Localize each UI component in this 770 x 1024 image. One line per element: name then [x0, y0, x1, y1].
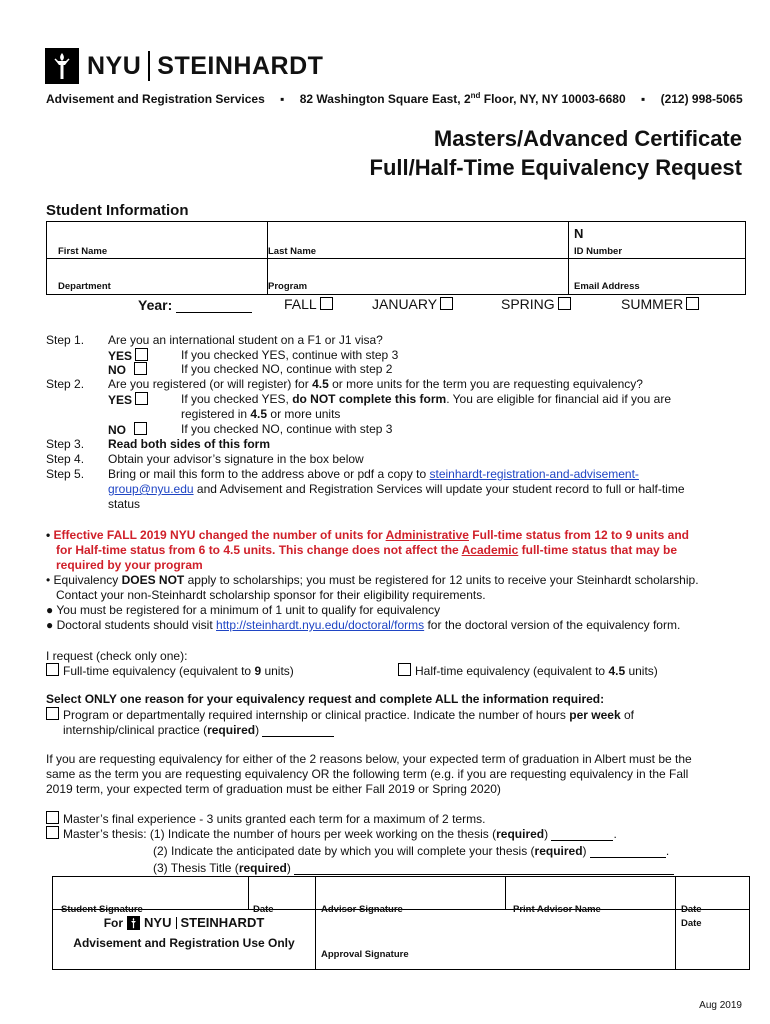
term-summer[interactable]: SUMMER — [621, 296, 699, 312]
nyu-torch-icon — [45, 48, 79, 84]
term-january[interactable]: JANUARY — [372, 296, 453, 312]
step1-question: Are you an international student on a F1 or J1 visa? — [108, 333, 383, 347]
logo-steinhardt-text: STEINHARDT — [157, 51, 324, 80]
table-divider — [315, 877, 316, 969]
thesis-date-input[interactable] — [590, 843, 666, 858]
nyu-steinhardt-logo — [45, 46, 323, 86]
step2-label: Step 2. — [46, 377, 85, 391]
internship-option[interactable]: Program or departmentally required internship or clinical practice. Indicate the number of hours per week of — [46, 707, 634, 722]
graduation-paragraph-line3: 2019 term, your expected term of graduation must be either Fall 2019 or Spring 2020) — [46, 782, 501, 796]
thesis-title-input[interactable] — [294, 860, 674, 875]
minimum-unit-note: ● You must be registered for a minimum of 1 unit to qualify for equivalency — [46, 603, 441, 617]
approval-date-field[interactable]: Date — [681, 918, 702, 929]
logo-nyu-text: NYU — [87, 51, 142, 80]
full-time-option[interactable]: Full-time equivalency (equivalent to 9 units) — [46, 663, 294, 678]
fall-checkbox[interactable] — [320, 297, 333, 310]
step1-yes-checkbox[interactable] — [135, 348, 148, 361]
form-title-line1: Masters/Advanced Certificate — [433, 126, 742, 151]
graduation-paragraph-line2: same as the term you are requesting equivalency OR the following term (e.g. if you are requesting equivalency in the Fall — [46, 767, 689, 781]
fall2019-notice-end: required by your program — [56, 558, 203, 572]
step5-label: Step 5. — [46, 467, 85, 481]
reason-heading: Select ONLY one reason for your equivalency request and complete ALL the information required: — [46, 692, 605, 706]
january-checkbox[interactable] — [440, 297, 453, 310]
first-name-field[interactable]: First Name — [58, 246, 108, 257]
step2-question: Are you registered (or will register) for 4.5 or more units for the term you are requesting equivalency? — [108, 377, 643, 391]
office-name: Advisement and Registration Services — [46, 92, 265, 106]
student-signature-field[interactable]: Student Signature — [61, 904, 143, 915]
table-divider — [745, 222, 746, 294]
thesis-hours-input[interactable] — [551, 826, 613, 841]
advisor-signature-field[interactable]: Advisor Signature — [321, 904, 403, 915]
fall2019-notice-cont: for Half-time status from 6 to 4.5 units. This change does not affect the Academic full-time status that may be — [56, 543, 678, 557]
step4-label: Step 4. — [46, 452, 85, 466]
print-advisor-name-field[interactable]: Print Advisor Name — [513, 904, 601, 915]
student-date-field[interactable]: Date — [253, 904, 274, 915]
program-field[interactable]: Program — [268, 281, 308, 292]
thesis-date: (2) Indicate the anticipated date by which you will complete your thesis (required) . — [153, 844, 670, 858]
signature-table — [52, 876, 750, 970]
student-info-table — [46, 221, 746, 295]
graduation-paragraph-line1: If you are requesting equivalency for either of the 2 reasons below, your expected term of graduation in Albert must be the — [46, 752, 692, 766]
student-info-heading: Student Information — [46, 202, 189, 219]
thesis-checkbox[interactable] — [46, 826, 59, 839]
table-divider — [675, 877, 676, 969]
table-divider — [46, 222, 47, 294]
full-time-checkbox[interactable] — [46, 663, 59, 676]
step1-no[interactable]: NO — [108, 362, 147, 377]
step4-text: Obtain your advisor’s signature in the box below — [108, 452, 364, 466]
term-fall[interactable]: FALL — [284, 296, 333, 312]
n-number-prefix: N — [574, 226, 584, 241]
doctoral-note: ● Doctoral students should visit http://steinhardt.nyu.edu/doctoral/forms for the doctoral version of the equivalency form. — [46, 618, 681, 632]
half-time-checkbox[interactable] — [398, 663, 411, 676]
nyu-torch-small-icon — [127, 916, 140, 930]
term-spring[interactable]: SPRING — [501, 296, 571, 312]
step2-no[interactable]: NO — [108, 422, 147, 437]
step1-no-checkbox[interactable] — [134, 362, 147, 375]
step2-yes-checkbox[interactable] — [135, 392, 148, 405]
registration-email-link-cont[interactable]: group@nyu.edu — [108, 482, 194, 496]
final-experience-option[interactable]: Master’s final experience - 3 units granted each term for a maximum of 2 terms. — [46, 811, 485, 826]
approval-signature-field[interactable]: Approval Signature — [321, 949, 409, 960]
last-name-field[interactable]: Last Name — [268, 246, 317, 257]
request-intro: I request (check only one): — [46, 649, 188, 663]
office-address — [46, 91, 743, 106]
step1-label: Step 1. — [46, 333, 85, 347]
step5-text-cont: group@nyu.edu and Advisement and Registration Services will update your student record to full or half-time — [108, 482, 685, 496]
step5-text: Bring or mail this form to the address above or pdf a copy to steinhardt-registration-and-advisement- — [108, 467, 639, 481]
step3-text: Read both sides of this form — [108, 437, 271, 451]
address-bullet: ▪ — [640, 92, 646, 106]
final-experience-checkbox[interactable] — [46, 811, 59, 824]
form-title-line2: Full/Half-Time Equivalency Request — [369, 155, 742, 180]
step2-yes-text: If you checked YES, do NOT complete this form. You are eligible for financial aid if you are — [181, 392, 672, 406]
phone-number: (212) 998-5065 — [660, 92, 743, 106]
step2-yes-text-cont: registered in 4.5 or more units — [181, 407, 341, 421]
doctoral-forms-link[interactable]: http://steinhardt.nyu.edu/doctoral/forms — [216, 618, 425, 632]
email-field[interactable]: Email Address — [574, 281, 640, 292]
thesis-option[interactable]: Master’s thesis: (1) Indicate the number of hours per week working on the thesis (required) . — [46, 826, 617, 841]
step1-yes[interactable]: YES — [108, 348, 148, 363]
address-bullet: ▪ — [280, 92, 285, 106]
spring-checkbox[interactable] — [558, 297, 571, 310]
step2-no-text: If you checked NO, continue with step 3 — [181, 422, 393, 436]
registration-email-link[interactable]: steinhardt-registration-and-advisement- — [429, 467, 639, 481]
internship-hours-input[interactable] — [262, 722, 334, 737]
table-divider — [248, 877, 249, 909]
half-time-option[interactable]: Half-time equivalency (equivalent to 4.5 units) — [398, 663, 658, 678]
step3-label: Step 3. — [46, 437, 85, 451]
thesis-title: (3) Thesis Title (required) — [153, 860, 674, 875]
table-divider — [505, 877, 506, 909]
id-number-field[interactable]: ID Number — [574, 246, 623, 257]
advisor-date-field[interactable]: Date — [681, 904, 702, 915]
street-address: 82 Washington Square East, 2nd Floor, NY, NY 10003-6680 — [299, 91, 626, 106]
fall2019-notice: • Effective FALL 2019 NYU changed the number of units for Administrative Full-time status from 12 to 9 units and — [46, 528, 689, 542]
step2-yes[interactable]: YES — [108, 392, 148, 407]
office-use-label: For NYU STEINHARDT Advisement and Registration Use Only — [73, 915, 295, 950]
internship-checkbox[interactable] — [46, 707, 59, 720]
revision-date: Aug 2019 — [699, 1000, 742, 1011]
internship-hours: internship/clinical practice (required) — [63, 722, 334, 737]
year-input[interactable] — [176, 296, 252, 313]
table-divider — [46, 258, 746, 259]
scholarship-note: • Equivalency DOES NOT apply to scholarships; you must be registered for 12 units to receive your Steinhardt scholarship. — [46, 573, 699, 587]
summer-checkbox[interactable] — [686, 297, 699, 310]
step1-yes-text: If you checked YES, continue with step 3 — [181, 348, 399, 362]
table-divider — [568, 222, 569, 294]
step5-text-end: status — [108, 497, 141, 511]
year-label: Year: — [138, 296, 252, 313]
step2-no-checkbox[interactable] — [134, 422, 147, 435]
scholarship-note-cont: Contact your non-Steinhardt scholarship sponsor for their eligibility requirements. — [56, 588, 486, 602]
step1-no-text: If you checked NO, continue with step 2 — [181, 362, 393, 376]
department-field[interactable]: Department — [58, 281, 111, 292]
logo-divider — [148, 51, 150, 81]
